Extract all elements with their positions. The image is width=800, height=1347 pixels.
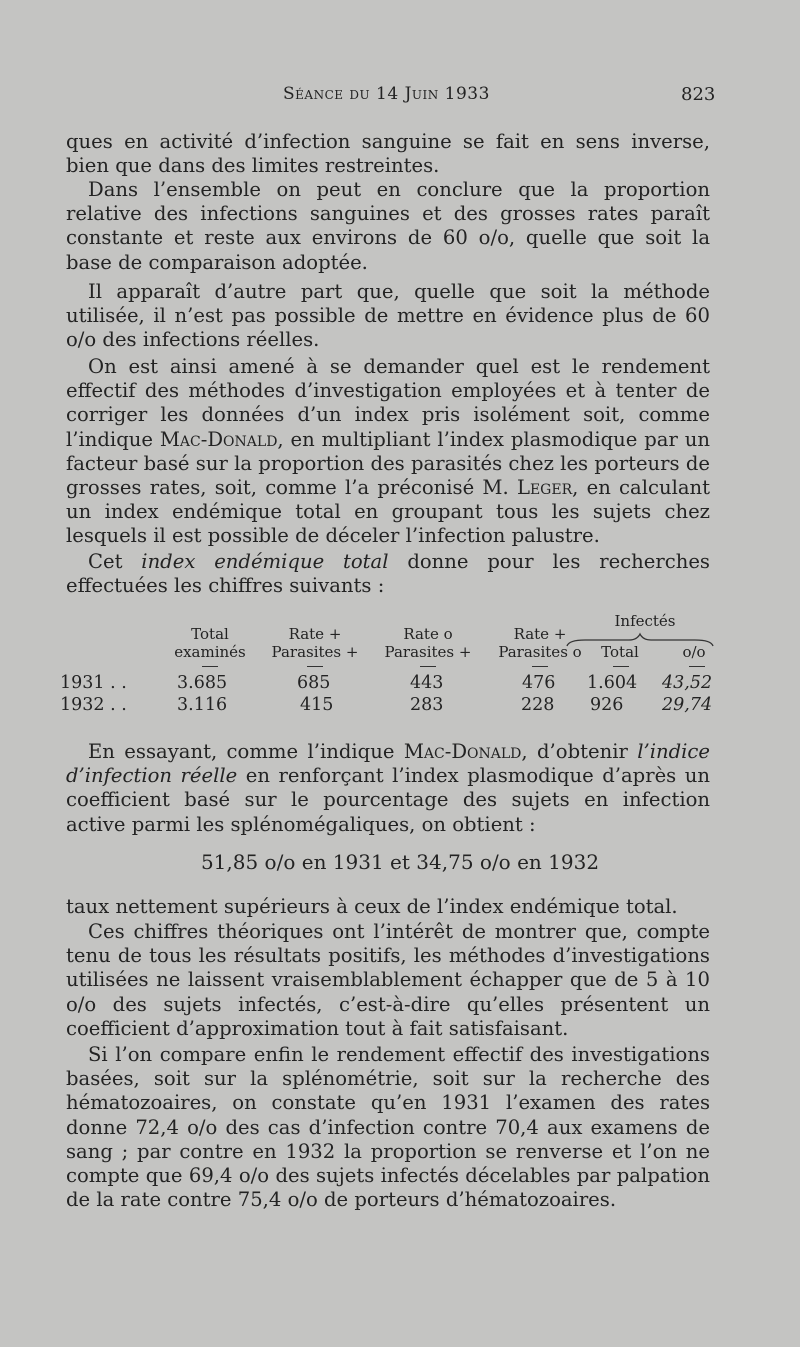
paragraph-4-text-a: On est ainsi amené à se demander quel est le rendement effectif des méthodes d’investigation employées et à tenter de corriger les données d’un index pris isolément soit, comme l’indique <box>66 355 710 451</box>
cell-1932-infected-total: 926 <box>590 695 624 715</box>
paragraph-6 <box>66 740 710 837</box>
paragraph-8: Ces chiffres théoriques ont l’intérêt de montrer que, compte tenu de tous les résultats positifs, les méthodes d’investigations utilisées ne laissent vraisemblablement échapper que de 5 à 10 o/o des sujets infectés, c’est-à-dire qu’elles présentent un coefficient d’approximation tout à fait satisfaisant. <box>66 920 710 1040</box>
cell-1931-infected-total: 1.604 <box>587 673 638 693</box>
cell-1931-total: 3.685 <box>177 673 228 693</box>
cell-1931-infected-percent: 43,52 <box>662 673 713 693</box>
table-dash <box>420 666 436 667</box>
cell-1931-rate-pos-par-pos: 685 <box>297 673 331 693</box>
author-name-macdonald-2: Mac-Donald <box>403 740 522 763</box>
cell-1932-rate-pos-par-neg: 228 <box>521 695 555 715</box>
paragraph-5-text-b: donne pour les recherches effectuées les chiffres suivants : <box>66 550 710 598</box>
paragraph-6-text-c: en renforçant l’index plasmodique d’après un coefficient basé sur le pourcentage des sujets en infection active parmi les splénomégaliques, on obtient : <box>66 764 710 836</box>
col-header-4-line1: Rate + <box>513 625 567 643</box>
col-header-4 <box>485 625 595 661</box>
col-header-2 <box>260 625 370 661</box>
col-header-1 <box>160 625 260 661</box>
data-table <box>60 612 720 722</box>
col-header-6: o/o <box>682 643 706 661</box>
cell-1931-rate-neg-par-pos: 443 <box>410 673 444 693</box>
col-header-4-line2: Parasites o <box>498 643 582 661</box>
paragraph-4-text-c: , en calculant un index endémique total en groupant tous les sujets chez lesquels il est possible de déceler l’infection palustre. <box>66 476 711 548</box>
col-header-5: Total <box>601 643 639 661</box>
cell-1932-total: 3.116 <box>177 695 228 715</box>
paragraph-2: Dans l’ensemble on peut en conclure que la proportion relative des infections sanguines et des grosses rates paraît constante et reste aux environs de 60 o/o, quelle que soit la base de comparaison adoptée. <box>66 178 710 274</box>
paragraph-6-italic: l’indice d’infection réelle <box>66 740 710 788</box>
paragraph-5-text-a: Cet <box>88 550 142 573</box>
col-header-3-line1: Rate o <box>403 625 453 643</box>
col-header-1-line1: Total <box>191 625 229 643</box>
row-label-1932: 1932 . . <box>60 695 127 715</box>
table-group-header: Infectés <box>614 612 676 630</box>
col-header-1-line2: examinés <box>174 643 246 661</box>
paragraph-5 <box>66 550 710 598</box>
running-title: Séance du 14 Juin 1933 <box>283 84 490 104</box>
cell-1932-rate-pos-par-pos: 415 <box>300 695 334 715</box>
paragraph-4-text-b: , en multipliant l’index plasmodique par un facteur basé sur la proportion des parasités chez les porteurs de grosses rates, soit, comme l’a préconisé M. <box>66 427 710 500</box>
running-head <box>0 84 800 110</box>
paragraph-1: ques en activité d’infection sanguine se fait en sens inverse, bien que dans des limites restreintes. <box>66 130 710 178</box>
cell-1932-rate-neg-par-pos: 283 <box>410 695 444 715</box>
page-number: 823 <box>681 84 716 105</box>
col-header-3-line2: Parasites + <box>384 643 472 661</box>
paragraph-6-text-a: En essayant, comme l’indique <box>88 740 404 763</box>
table-dash <box>689 666 705 667</box>
table-dash <box>307 666 323 667</box>
paragraph-3: Il apparaît d’autre part que, quelle que soit la méthode utilisée, il n’est pas possible de mettre en évidence plus de 60 o/o des infections réelles. <box>66 280 710 352</box>
author-name-macdonald: Mac-Donald <box>159 427 278 451</box>
cell-1932-infected-percent: 29,74 <box>662 695 713 715</box>
table-dash <box>613 666 629 667</box>
paragraph-4 <box>66 355 710 549</box>
col-header-2-line1: Rate + <box>288 625 342 643</box>
row-label-1931: 1931 . . <box>60 673 127 693</box>
col-header-2-line2: Parasites + <box>271 643 359 661</box>
paragraph-9: Si l’on compare enfin le rendement effectif des investigations basées, soit sur la splénométrie, soit sur la recherche des hématozoaires, on constate qu’en 1931 l’examen des rates donne 72,4 o/o des cas d’infection contre 70,4 aux examens de sang ; par contre en 1932 la proportion se renverse et l’on ne compte que 69,4 o/o des sujets infectés décelables par palpation de la rate contre 75,4 o/o de porteurs d’hématozoaires. <box>66 1043 710 1212</box>
table-dash <box>532 666 548 667</box>
author-name-leger: Leger <box>516 476 573 500</box>
formula-line: 51,85 o/o en 1931 et 34,75 o/o en 1932 <box>200 850 600 874</box>
table-dash <box>202 666 218 667</box>
paragraph-5-italic: index endémique total <box>141 550 389 573</box>
paragraph-6-text-b: , d’obtenir <box>521 740 638 763</box>
col-header-3 <box>373 625 483 661</box>
paragraph-7: taux nettement supérieurs à ceux de l’index endémique total. <box>66 895 678 918</box>
cell-1931-rate-pos-par-neg: 476 <box>522 673 556 693</box>
